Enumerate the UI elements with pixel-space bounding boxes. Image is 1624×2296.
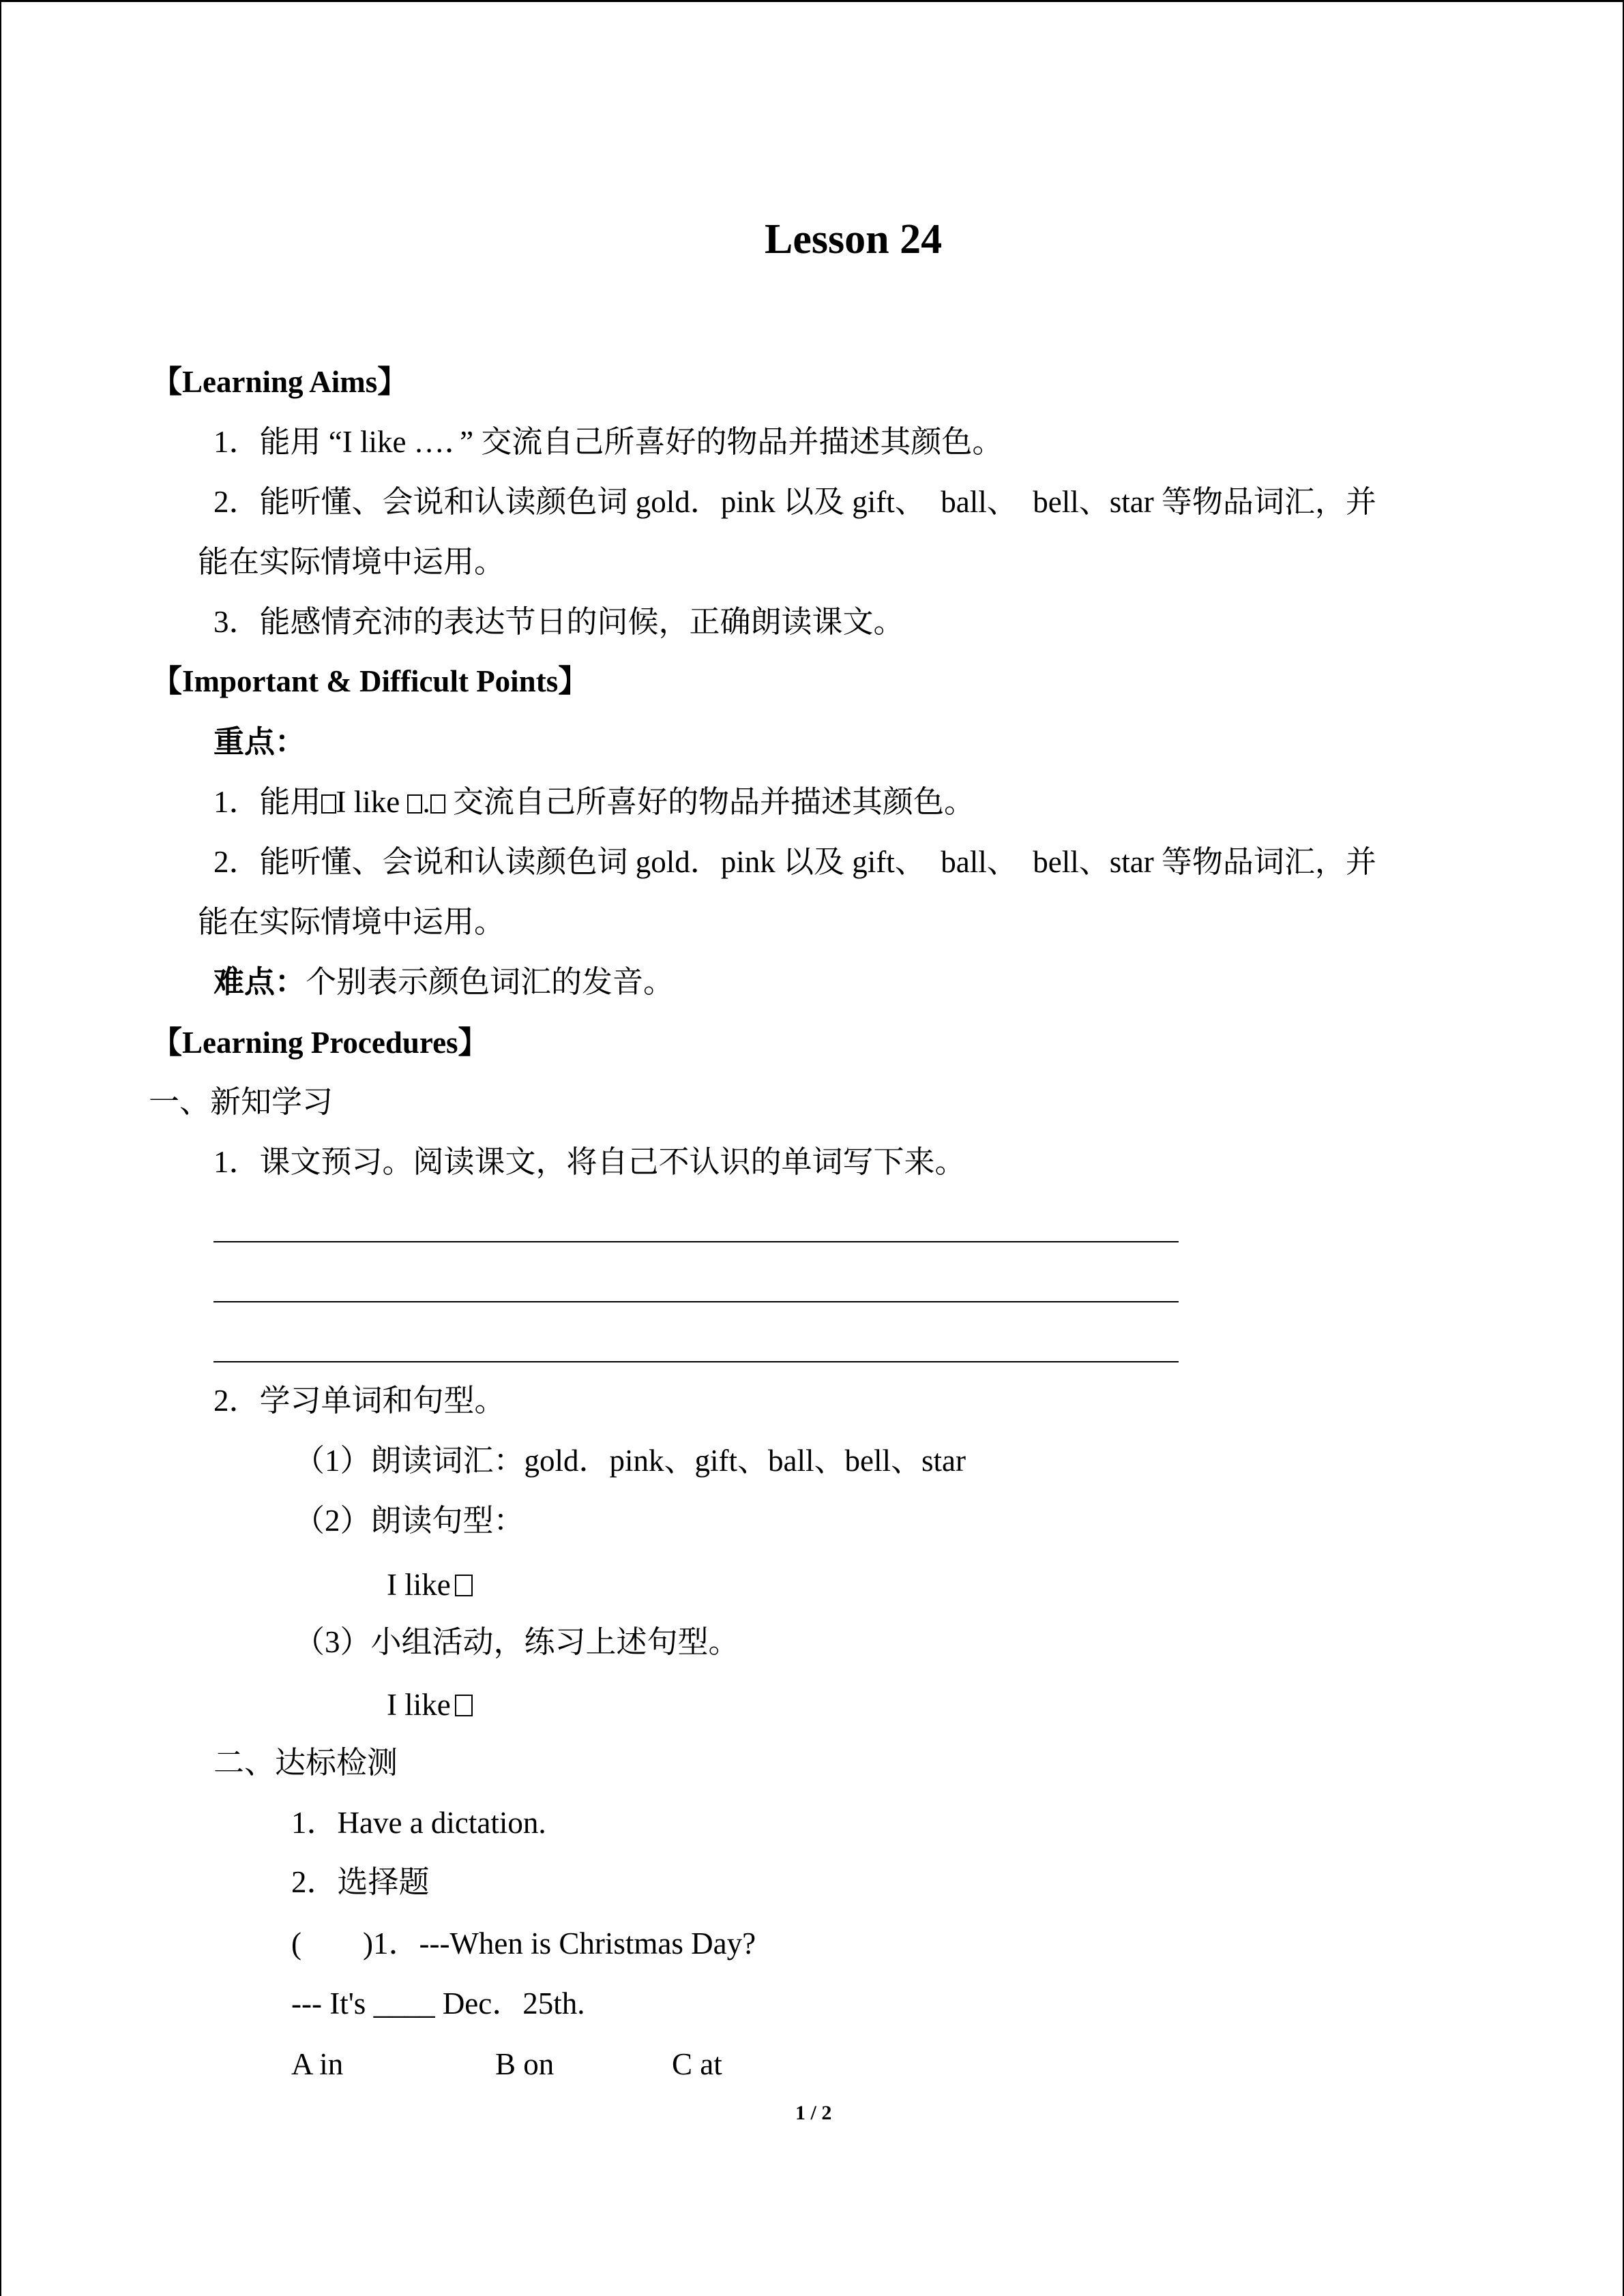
key-point-1-period: . — [422, 785, 430, 819]
blank-box — [321, 794, 336, 814]
page-title: Lesson 24 — [765, 216, 943, 263]
key-point-1 — [213, 787, 975, 818]
key-points-heading: 【Important & Difficult Points】 — [151, 664, 589, 698]
question-1-answer-line: --- It's ____ Dec．25th. — [291, 1986, 585, 2021]
difficult-point-label: 难点： — [213, 965, 306, 999]
option-c: C at — [672, 2047, 722, 2081]
question-1: ( )1．---When is Christmas Day? — [291, 1926, 756, 1960]
section-new-knowledge: 一、新知学习 — [149, 1085, 334, 1119]
page-number: 1 / 2 — [795, 2102, 832, 2124]
sub-step-group-activity: （3）小组活动，练习上述句型。 — [294, 1625, 739, 1659]
blank-box — [455, 1575, 473, 1596]
aims-item-2-line-2: 能在实际情境中运用。 — [198, 545, 505, 579]
blank-box — [455, 1695, 473, 1716]
key-point-1-prefix: 1．能用 — [213, 785, 321, 819]
assessment-item-dictation: 1．Have a dictation. — [291, 1806, 546, 1840]
sub-step-read-patterns: （2）朗读句型： — [294, 1504, 525, 1538]
aims-item-1: 1．能用 “I like …．” 交流自己所喜好的物品并描述其颜色。 — [213, 425, 1003, 459]
step-2-study: 2．学习单词和句型。 — [213, 1384, 505, 1418]
aims-item-2-line-1: 2．能听懂、会说和认读颜色词 gold．pink 以及 gift、 ball、 bell、star 等物品词汇，并 — [213, 485, 1376, 519]
aims-item-3: 3．能感情充沛的表达节日的问候，正确朗读课文。 — [213, 605, 904, 639]
key-point-2-line-1: 2．能听懂、会说和认读颜色词 gold．pink 以及 gift、 ball、 bell、star 等物品词汇，并 — [213, 845, 1376, 879]
learning-procedures-heading: 【Learning Procedures】 — [151, 1026, 489, 1060]
key-point-1-text: 交流自己所喜好的物品并描述其颜色。 — [445, 785, 975, 819]
learning-aims-heading: 【Learning Aims】 — [151, 365, 409, 399]
key-point-1-pattern: I like — [336, 785, 408, 819]
option-b: B on — [495, 2047, 555, 2081]
assessment-item-multiple-choice: 2．选择题 — [291, 1865, 430, 1899]
sentence-pattern-text: I like — [387, 1688, 451, 1722]
sentence-pattern-2 — [387, 1690, 473, 1720]
difficult-point-text: 个别表示颜色词汇的发音。 — [306, 965, 675, 999]
sentence-pattern-1 — [387, 1570, 473, 1600]
section-assessment: 二、达标检测 — [213, 1746, 398, 1780]
blank-box — [430, 794, 445, 814]
answer-line — [213, 1241, 1179, 1242]
sub-step-read-words: （1）朗读词汇：gold．pink、gift、ball、bell、star — [294, 1444, 966, 1478]
answer-line — [213, 1361, 1179, 1362]
key-points-label: 重点： — [213, 725, 306, 759]
difficult-point — [213, 967, 674, 998]
step-1-preview: 1．课文预习。阅读课文，将自己不认识的单词写下来。 — [213, 1145, 966, 1179]
option-a: A in — [291, 2047, 344, 2081]
sentence-pattern-text: I like — [387, 1568, 451, 1602]
key-point-2-line-2: 能在实际情境中运用。 — [198, 905, 505, 939]
answer-line — [213, 1301, 1179, 1302]
blank-box — [407, 794, 422, 814]
